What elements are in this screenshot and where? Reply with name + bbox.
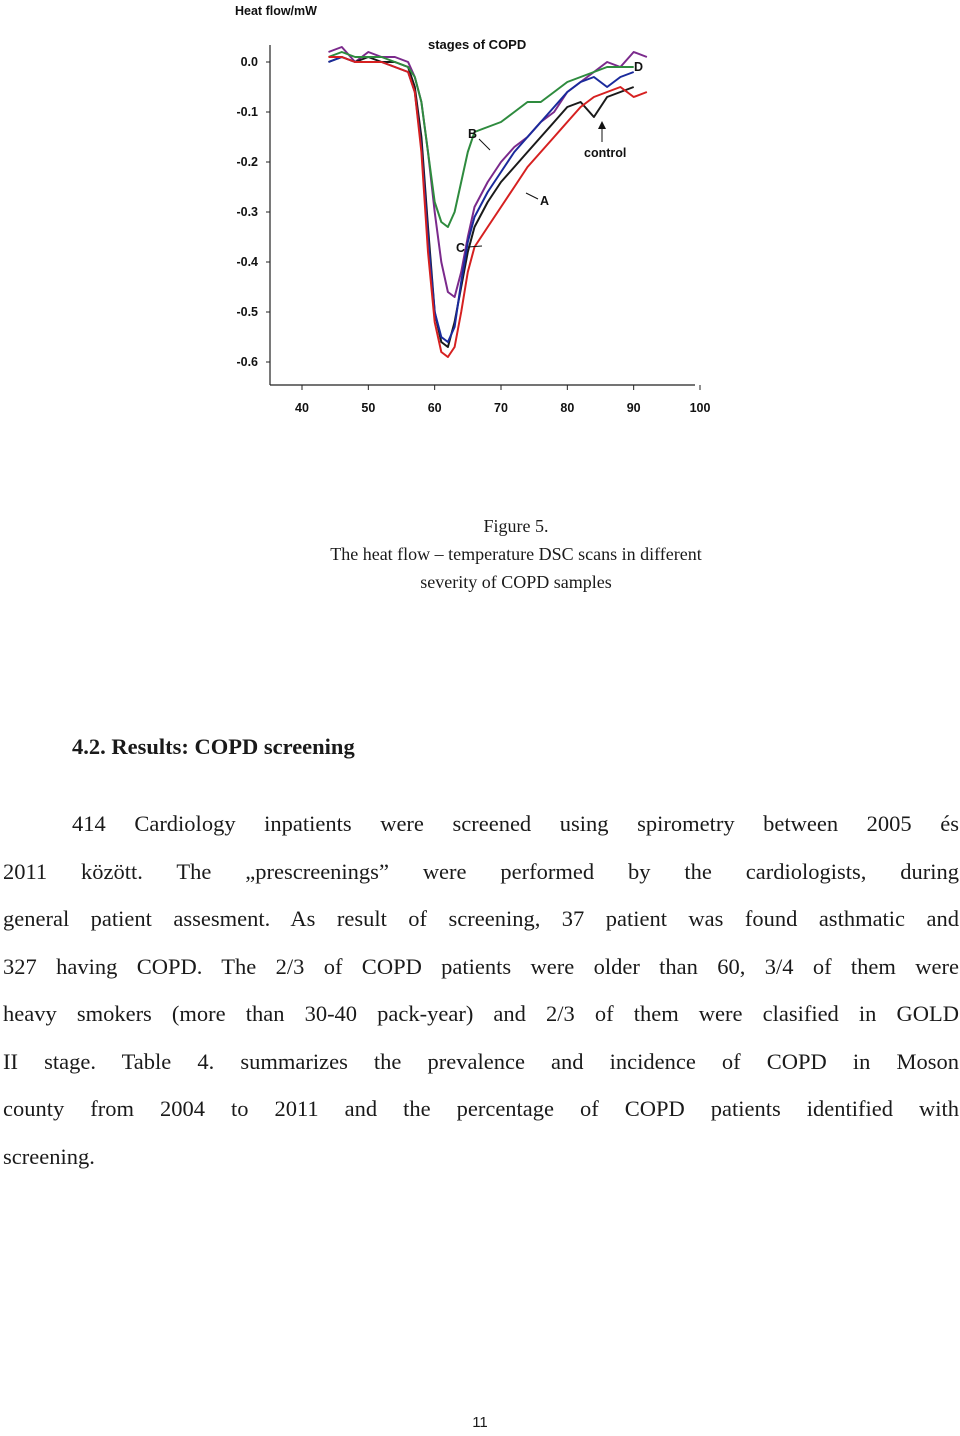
series-line-c: [329, 57, 634, 342]
y-tick-label: -0.4: [236, 255, 258, 269]
caption-line-1: The heat flow – temperature DSC scans in different: [330, 544, 702, 564]
label-a: A: [540, 194, 550, 208]
paragraph-line-2: 2011 között. The „prescreenings” were performed by the cardiologists, during: [3, 858, 959, 884]
y-tick-label: 0.0: [240, 55, 258, 69]
x-tick-label: 90: [626, 401, 641, 415]
arrowhead-control: [598, 121, 606, 129]
x-tick-label: 80: [560, 401, 575, 415]
y-axis-title: Heat flow/mW: [235, 4, 317, 18]
series-line-d: [329, 47, 647, 297]
paragraph-line-1: 414 Cardiology inpatients were screened using spirometry between 2005 és: [72, 811, 959, 836]
section-heading: 4.2. Results: COPD screening: [72, 734, 355, 759]
paragraph-line-7: county from 2004 to 2011 and the percentage of COPD patients identified with: [3, 1096, 959, 1121]
label-c: C: [456, 241, 466, 255]
paragraph-line-5: heavy smokers (more than 30-40 pack-year) and 2/3 of them were clasified in GOLD: [3, 1001, 959, 1026]
arrow-b: [479, 139, 490, 150]
series-line-a: [329, 57, 647, 357]
figure-caption: [0, 512, 960, 596]
label-control: control: [584, 146, 627, 160]
caption-line-2: severity of COPD samples: [420, 572, 612, 592]
x-tick-label: 40: [295, 401, 309, 415]
paragraph-line-3: general patient assesment. As result of screening, 37 patient was found asthmatic and: [3, 906, 959, 931]
y-tick-label: -0.1: [236, 105, 258, 119]
label-d: D: [634, 60, 644, 74]
y-tick-label: -0.3: [236, 205, 258, 219]
chart-svg: [200, 0, 730, 425]
x-tick-label: 100: [689, 401, 711, 415]
y-tick-label: -0.5: [236, 305, 258, 319]
page-number: 11: [472, 1414, 488, 1431]
arrow-a: [526, 193, 538, 199]
x-tick-label: 60: [427, 401, 442, 415]
y-ticks: [236, 55, 270, 369]
paragraph-line-4: 327 having COPD. The 2/3 of COPD patients were older than 60, 3/4 of them were: [3, 953, 959, 979]
paragraph-line-6: II stage. Table 4. summarizes the prevalence and incidence of COPD in Moson: [3, 1048, 959, 1074]
stages-annotation: stages of COPD: [428, 37, 527, 52]
x-tick-label: 70: [494, 401, 508, 415]
body-paragraph: [3, 800, 959, 1180]
annotation-layer: [428, 37, 643, 255]
label-b: B: [468, 127, 478, 141]
caption-label: Figure 5.: [483, 516, 549, 536]
series-layer: [329, 47, 647, 357]
paragraph-line-8: screening.: [3, 1143, 95, 1169]
y-tick-label: -0.2: [236, 155, 258, 169]
y-tick-label: -0.6: [236, 355, 258, 369]
dsc-chart: [200, 0, 730, 425]
x-ticks: [295, 385, 710, 415]
x-tick-label: 50: [361, 401, 376, 415]
